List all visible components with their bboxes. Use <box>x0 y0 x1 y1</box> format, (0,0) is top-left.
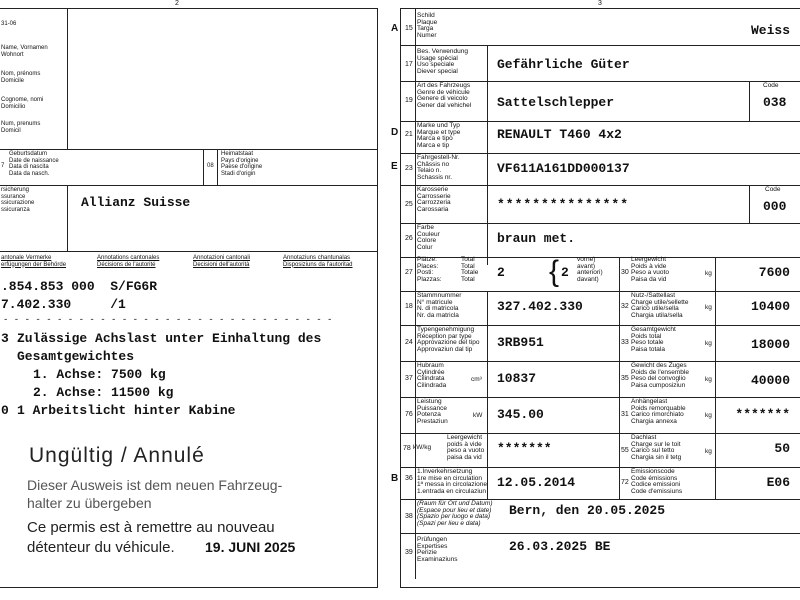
brace-icon: { <box>549 255 560 288</box>
row-21-num: 21 <box>405 131 413 138</box>
towing-load-label: Anhängelast Poids remorquable Carico rimorchiato Chargia annexa <box>631 398 686 425</box>
row-17-label: Bes. Verwendung Usage spécial Uso speciale Diever special <box>417 48 468 75</box>
origin-num: 08 <box>207 163 214 169</box>
row-31-num: 31 <box>621 411 629 418</box>
remark-code-2: 0 <box>1 403 9 418</box>
empty-weight-unit: kg <box>705 270 712 277</box>
stamp-text-fr-2: détenteur du véhicule. <box>27 539 175 556</box>
remark-code-1: 3 <box>1 331 9 346</box>
row-36-num: 36 <box>405 475 413 482</box>
annotation-header-rm: Annotaziuns chantunalas Disposiziuns da l'autoritad <box>283 255 353 268</box>
remark-1-title-2: Gesamtgewichtes <box>17 349 135 364</box>
row-32-num: 32 <box>621 303 629 310</box>
page-number-left: 2 <box>175 0 179 7</box>
roof-load-label: Dachlast Charge sur le toit Carico sul tetto Chargia sin il tetg <box>631 434 682 461</box>
letter-d: D <box>391 127 399 138</box>
color-value: braun met. <box>497 231 576 246</box>
row-19-label: Art des Fahrzeugs Genre de véhicule Genere di veicolo Gener dal vehichel <box>417 82 472 109</box>
roof-load-value: 50 <box>774 441 790 456</box>
remark-1-title: Zulässige Achslast unter Einhaltung des <box>17 331 322 346</box>
stamp-text-fr-1: Ce permis est à remettre au nouveau <box>27 519 275 536</box>
payload-unit: kg <box>705 304 712 311</box>
power-unit: kW <box>473 412 483 419</box>
annotation-header-de: antonale Vermerke erfügungen der Behörde <box>1 255 67 268</box>
total-weight-value: 18000 <box>750 337 790 352</box>
name-label-fr: Nom, prénoms Domicile <box>1 71 41 84</box>
row-18-num: 18 <box>405 303 413 310</box>
row-35-num: 35 <box>621 375 629 382</box>
emission-code-label: Emissionscode Code émissions Codice emissioni Code d'emissiuns <box>631 468 683 495</box>
row-78-num: 78 <box>403 445 411 452</box>
name-label-de: Name, Vornamen Wohnort <box>1 45 48 58</box>
name-label-rm: Num, prenums Domicil <box>1 121 41 134</box>
power-value: 345.00 <box>497 407 544 422</box>
row-15-label: Schild Plaque Targa Numer <box>417 12 438 39</box>
roof-load-unit: kg <box>705 448 712 455</box>
row-33-num: 33 <box>621 339 629 346</box>
stamp-text-de-1: Dieser Ausweis ist dem neuen Fahrzeug- <box>27 477 283 493</box>
place-date-label: (Raum für Ort und Datum) (Espace pour lieu et date) (Spazio per luogo e data) (Spazi per lieu e data) <box>417 500 493 527</box>
body-value: *************** <box>497 197 630 212</box>
payload-value: 10400 <box>750 299 790 314</box>
letter-a: A <box>391 23 399 34</box>
row-27-num: 27 <box>405 269 413 276</box>
row-15-num: 15 <box>405 25 413 32</box>
annotation-line-2: 7.402.330 /1 <box>1 297 126 312</box>
letter-b: B <box>391 473 399 484</box>
type-approval-label: Typengenehmigung Réception par type Approvazione del tipo Approvaziun dal tip <box>417 326 480 353</box>
row-24-num: 24 <box>405 339 413 346</box>
top-code: 31-06 <box>1 21 17 27</box>
body-code: 000 <box>763 199 787 214</box>
remark-1-axle-1: 1. Achse: 7500 kg <box>33 367 166 382</box>
vehicle-type-code-label: Code <box>763 82 779 89</box>
stamp-text-de-2: halter zu übergeben <box>27 495 152 511</box>
right-page <box>391 8 800 588</box>
places-total-label: Total Total Totale Total <box>461 256 479 283</box>
row-23-label: Fahrgestell-Nr. Châssis no Telaio n. Schassis nr. <box>417 154 460 181</box>
remark-2: 1 Arbeitslicht hinter Kabine <box>17 403 236 418</box>
left-page <box>0 8 378 588</box>
birth-labels: Geburtsdatum Date de naissance Data di nascita Data da nasch. <box>9 151 59 177</box>
row-19-num: 19 <box>405 97 413 104</box>
make-model-value: RENAULT T460 4x2 <box>497 127 622 142</box>
row-76-num: 76 <box>405 411 413 418</box>
emission-code-value: E06 <box>766 475 790 490</box>
origin-labels: Heimatstaat Pays d'origine Paese d'origine Stadi d'origin <box>221 151 263 177</box>
remark-1-axle-2: 2. Achse: 11500 kg <box>33 385 174 400</box>
payload-label: Nutz-/Sattellast Charge utile/sellette Carico utile/sella Chargia utila/sella <box>631 292 689 319</box>
row-17-num: 17 <box>405 61 413 68</box>
stamp-title: Ungültig / Annulé <box>29 444 205 467</box>
row-25-label: Karosserie Carrosserie Carrozzeria Carossaria <box>417 186 451 213</box>
total-weight-unit: kg <box>705 340 712 347</box>
places-label: Plätze: Places: Posti: Plazzas: <box>417 256 442 283</box>
places-total-value: 2 <box>497 265 505 280</box>
plate-value: Weiss <box>750 23 790 38</box>
row-26-label: Farbe Couleur Colore Colur <box>417 224 440 251</box>
vehicle-type-value: Sattelschlepper <box>497 95 615 110</box>
place-date-value: Bern, den 20.05.2025 <box>509 503 666 518</box>
matriculation-value: 327.402.330 <box>497 299 583 314</box>
power-label: Leistung Puissance Potenza Prestaziun <box>417 398 448 425</box>
vehicle-type-code: 038 <box>763 95 787 110</box>
annotation-header-fr: Annotations cantonales Décisions de l'autorité <box>97 255 160 268</box>
first-registration-value: 12.05.2014 <box>497 475 576 490</box>
body-code-label: Code <box>765 186 781 193</box>
power-ratio-sublabel: Leergewicht poids à vide peso a vuoto paisa da vid <box>447 434 485 461</box>
displacement-value: 10837 <box>497 371 537 386</box>
stamp-date: 19. JUNI 2025 <box>205 539 296 555</box>
train-weight-value: 40000 <box>750 373 790 388</box>
page-number-right: 3 <box>598 0 602 7</box>
towing-load-unit: kg <box>705 412 712 419</box>
row-72-num: 72 <box>621 479 629 486</box>
row-39-num: 39 <box>405 549 413 556</box>
row-55-num: 55 <box>621 447 629 454</box>
row-23-num: 23 <box>405 165 413 172</box>
type-approval-value: 3RB951 <box>497 335 544 350</box>
row-26-num: 26 <box>405 235 413 242</box>
empty-weight-label: Leergewicht Poids à vide Peso a vuoto Paisa da vid <box>631 256 669 283</box>
train-weight-label: Gewicht des Zuges Poids de l'ensemble Peso del convoglio Paisa cumposiziun <box>631 362 689 389</box>
row-25-num: 25 <box>405 201 413 208</box>
letter-e: E <box>391 161 398 172</box>
power-ratio-label: kW/kg <box>413 444 432 451</box>
first-registration-label: 1.Inverkehrsetzung 1re mise en circulation 1ª messa in circolazione 1.entrada en circulaziun <box>417 468 487 495</box>
insurance-value: Allianz Suisse <box>81 195 191 210</box>
row-38-num: 38 <box>405 513 413 520</box>
chassis-number-value: VF611A161DD000137 <box>497 161 630 176</box>
exam-value: 26.03.2025 BE <box>509 539 611 554</box>
towing-load-value: ******* <box>735 407 790 422</box>
empty-weight-value: 7600 <box>758 265 790 280</box>
name-label-it: Cognome, nomi Domicilio <box>1 97 44 110</box>
power-ratio-value: ******* <box>497 441 552 456</box>
matriculation-label: Stammnummer N° matricule N. di matricola Nr. da matricla <box>417 292 462 319</box>
dashed-separator: - - - - - - - - - - - - - - - - - - - - - - - - - - - - - - - <box>3 315 333 325</box>
places-front-value: 2 <box>561 265 569 280</box>
special-use-value: Gefährliche Güter <box>497 57 630 72</box>
annotation-header-it: Annotazioni cantonali Decisioni dell'autorità <box>193 255 251 268</box>
displacement-unit: cm³ <box>471 376 482 383</box>
displacement-label: Hubraum Cylindrée Cilindrata Cilindrada <box>417 362 447 389</box>
birth-num: 7 <box>1 163 5 169</box>
row-21-label: Marke und Typ Marque et type Marca e tipo Marca e tip <box>417 122 461 149</box>
total-weight-label: Gesamtgewicht Poids total Peso totale Paisa totala <box>631 326 676 353</box>
row-37-num: 37 <box>405 375 413 382</box>
annotation-line-1: .854.853 000 S/FG6R <box>1 279 158 294</box>
insurance-labels: rsicherung ssurance ssicurazione ssicuranza <box>1 187 35 213</box>
places-front-label: vorne) avant) anteriori) davant) <box>577 256 603 283</box>
exam-label: Prüfungen Expertises Perizie Examinaziuns <box>417 536 458 563</box>
train-weight-unit: kg <box>705 376 712 383</box>
row-30-num: 30 <box>621 269 629 276</box>
